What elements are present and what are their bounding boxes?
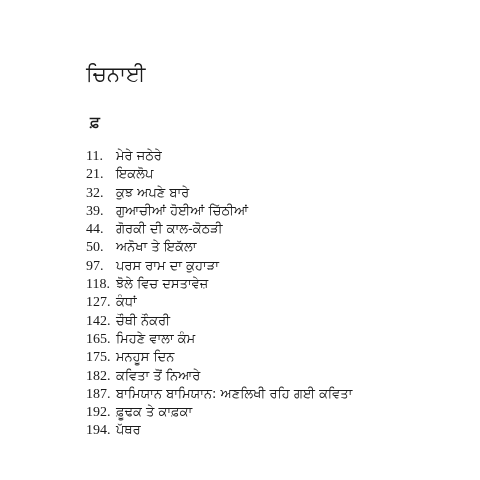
toc-entry: [86, 258, 352, 276]
toc-entry: [86, 313, 352, 331]
toc-title: ਚੌਥੀ ਨੌਕਰੀ: [116, 313, 171, 329]
toc-entry: [86, 386, 352, 404]
toc-page-number: 165.: [86, 331, 111, 347]
toc-title: ਗੁਆਚੀਆਂ ਹੋਈਆਂ ਚਿੱਠੀਆਂ: [116, 203, 249, 219]
toc-entry: [86, 368, 352, 386]
toc-entry: [86, 331, 352, 349]
toc-page-number: 50.: [86, 240, 104, 256]
toc-title: ਅਨੋਖਾ ਤੇ ਇਕੱਲਾ: [116, 240, 197, 256]
toc-title: ਮੇਰੇ ਜਠੇਰੇ: [116, 149, 162, 164]
toc-page-number: 32.: [86, 185, 104, 201]
toc-title: ਕਵਿਤਾ ਤੋਂ ਨਿਆਰੇ: [116, 368, 201, 384]
toc-page-number: 11.: [86, 149, 103, 164]
toc-page-number: 21.: [86, 167, 104, 183]
toc-entry: [86, 203, 352, 221]
toc-entry: [86, 239, 352, 257]
toc-title: ਮਿਹਣੇ ਵਾਲਾ ਕੰਮ: [116, 331, 196, 347]
toc-entry: [86, 148, 352, 166]
toc-page-number: 187.: [86, 386, 111, 402]
toc-title: ਕੁਝ ਅਪਣੇ ਬਾਰੇ: [116, 185, 190, 201]
toc-title: ਇਕਲੋਪ: [116, 167, 154, 183]
toc-entry: [86, 404, 352, 422]
toc-title: ਪੱਥਰ: [116, 423, 141, 439]
toc-title: ਮਨਹੂਸ ਦਿਨ: [116, 350, 175, 366]
toc-title: ਕੰਧਾਂ: [116, 295, 137, 311]
toc-title: ਪਰਸ ਰਾਮ ਦਾ ਕੁਹਾੜਾ: [116, 258, 219, 274]
toc-page-number: 118.: [86, 277, 110, 293]
toc-entry: [86, 276, 352, 294]
toc-title: ਗੋਰਕੀ ਦੀ ਕਾਲ-ਕੋਠੜੀ: [116, 222, 223, 238]
toc-page-number: 182.: [86, 368, 111, 384]
toc-page-number: 175.: [86, 350, 111, 366]
toc-page-number: 142.: [86, 313, 111, 329]
ornament-glyph: ਫ਼: [90, 113, 100, 131]
toc-title: ਫ਼ੂਢਕ ਤੇ ਕਾਫ਼ਕਾ: [116, 405, 193, 421]
toc-title: ਝੋਲੇ ਵਿਚ ਦਸਤਾਵੇਜ਼: [116, 277, 209, 293]
toc-title: ਬਾਮਿਯਾਨ ਬਾਮਿਯਾਨ: ਅਣਲਿਖੀ ਰਹਿ ਗਈ ਕਵਿਤਾ: [116, 386, 353, 402]
toc-page-number: 97.: [86, 258, 104, 274]
toc-entry: [86, 294, 352, 312]
toc-entry: [86, 166, 352, 184]
toc-entry: [86, 349, 352, 367]
toc-entry: [86, 221, 352, 239]
toc-page-number: 127.: [86, 295, 111, 311]
section-heading: ਚਿਨਾਈ: [86, 62, 146, 86]
table-of-contents: [86, 148, 352, 441]
toc-page-number: 44.: [86, 222, 104, 238]
toc-entry: [86, 422, 352, 440]
toc-page-number: 194.: [86, 423, 111, 439]
toc-page-number: 39.: [86, 203, 104, 219]
toc-page-number: 192.: [86, 405, 111, 421]
toc-entry: [86, 185, 352, 203]
